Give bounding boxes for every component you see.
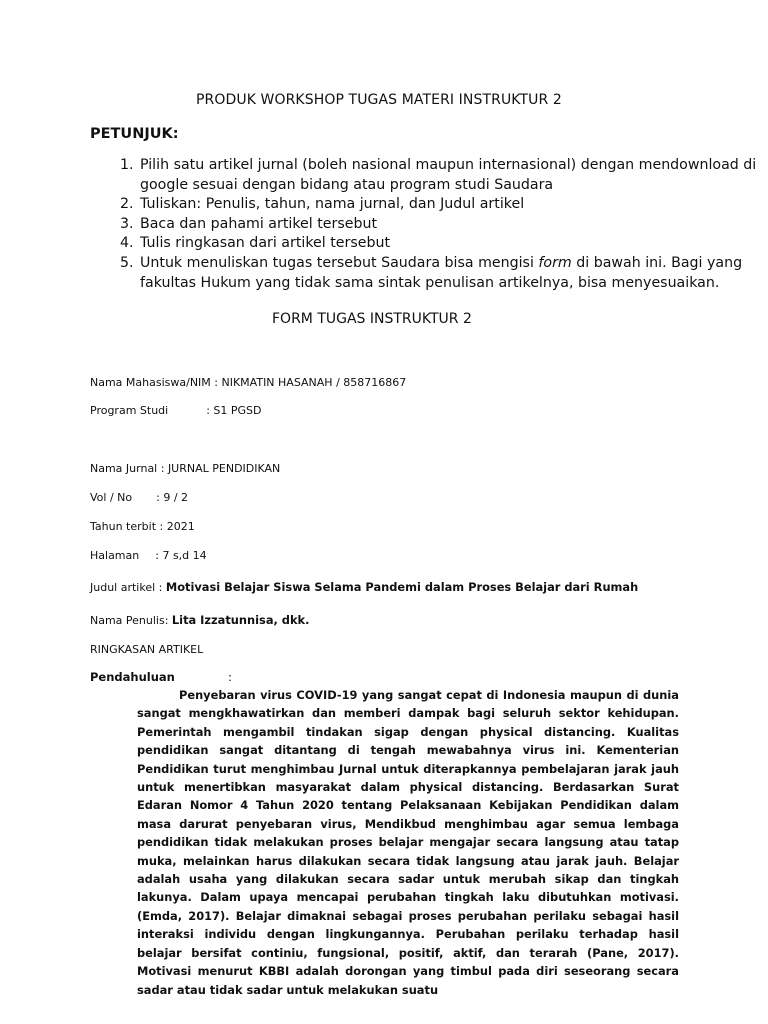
field-vol-no: Vol / No : 9 / 2 bbox=[90, 491, 189, 504]
instruction-item: 5. Untuk menuliskan tugas tersebut Saudara bisa mengisi form di bawah ini. Bagi yang fakultas Hukum yang tidak sama sintak penulisan artikelnya, bisa menyesuaikan. bbox=[138, 254, 758, 293]
summary-paragraph: Penyebaran virus COVID-19 yang sangat cepat di Indonesia maupun di dunia sangat mengkhawatirkan dan memberi dampak bagi seluruh sektor kehidupan. Pemerintah mengambil tindakan sigap dengan physical distancing. Kualitas pendidikan sangat ditantang di tengah mewabahnya virus ini. Kementerian Pendidikan turut menghimbau Jurnal untuk diterapkannya pembelajaran jarak jauh untuk menertibkan masyarakat dalam physical distancing. Berdasarkan Surat Edaran Nomor 4 Tahun 2020 tentang Pelaksanaan Kebijakan Pendidikan dalam masa darurat penyebaran virus, Mendikbud menghimbau agar semua lembaga pendidikan tidak melakukan proses belajar mengajar secara langsung atau tatap muka, melainkan harus dilakukan secara tidak langsung atau jarak jauh. Belajar adalah usaha yang dilakukan secara sadar untuk merubah sikap dan tingkah lakunya. Dalam upaya mencapai perubahan tingkah laku dibutuhkan motivasi. (Emda, 2017). Belajar dimaknai sebagai proses perubahan perilaku sebagai hasil interaksi individu dengan lingkungannya. Perubahan perilaku terhadap hasil belajar bersifat continiu, fungsional, positif, aktif, dan terarah (Pane, 2017). Motivasi menurut KBBI adalah dorongan yang timbul pada diri seseorang secara sadar atau tidak sadar untuk melakukan suatu bbox=[137, 688, 679, 997]
petunjuk-label: PETUNJUK: bbox=[90, 126, 179, 142]
field-halaman: Halaman : 7 s,d 14 bbox=[90, 549, 207, 562]
field-judul-artikel: Judul artikel : Motivasi Belajar Siswa Selama Pandemi dalam Proses Belajar dari Rumah bbox=[90, 580, 639, 594]
document-title: PRODUK WORKSHOP TUGAS MATERI INSTRUKTUR 2 bbox=[196, 92, 562, 108]
field-tahun-terbit: Tahun terbit : 2021 bbox=[90, 520, 195, 533]
instruction-list bbox=[90, 156, 758, 293]
form-title: FORM TUGAS INSTRUKTUR 2 bbox=[272, 311, 472, 327]
instruction-item: 3. Baca dan pahami artikel tersebut bbox=[138, 215, 758, 235]
field-nama-mahasiswa: Nama Mahasiswa/NIM : NIKMATIN HASANAH / 858716867 bbox=[90, 376, 407, 389]
intro-colon: : bbox=[228, 670, 232, 684]
form-emphasis: form bbox=[538, 254, 572, 271]
intro-label: Pendahuluan bbox=[90, 670, 175, 684]
field-nama-jurnal: Nama Jurnal : JURNAL PENDIDIKAN bbox=[90, 462, 281, 475]
field-program-studi: Program Studi : S1 PGSD bbox=[90, 404, 262, 417]
field-nama-penulis: Nama Penulis: Lita Izzatunnisa, dkk. bbox=[90, 613, 310, 627]
instruction-item: 4. Tulis ringkasan dari artikel tersebut bbox=[138, 234, 758, 254]
summary-heading: RINGKASAN ARTIKEL bbox=[90, 643, 204, 656]
instruction-item: 1. Pilih satu artikel jurnal (boleh nasional maupun internasional) dengan mendownload di google sesuai dengan bidang atau program studi Saudara bbox=[138, 156, 758, 195]
instruction-item: 2. Tuliskan: Penulis, tahun, nama jurnal, dan Judul artikel bbox=[138, 195, 758, 215]
